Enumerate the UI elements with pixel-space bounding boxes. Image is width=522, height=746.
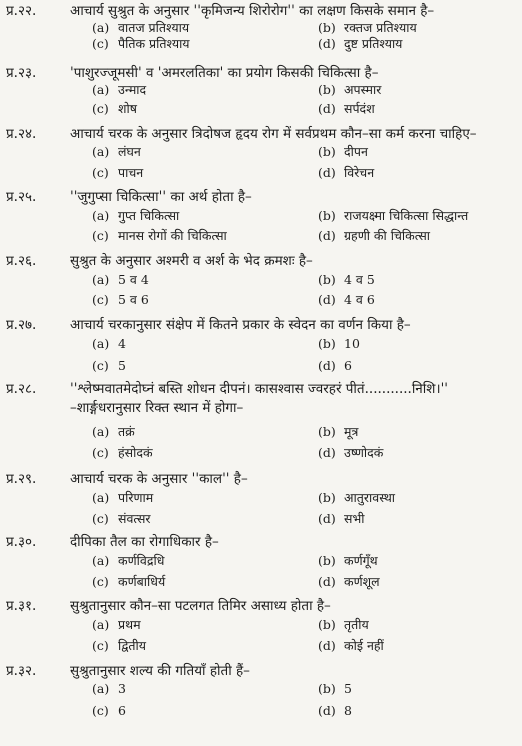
- answer-option: [92, 82, 146, 98]
- option-text: वातज प्रतिश्याय: [118, 20, 190, 35]
- option-text: 5 व 6: [118, 292, 149, 307]
- option-label: (a): [92, 20, 110, 35]
- answer-option: [92, 144, 141, 160]
- option-label: (b): [318, 208, 336, 223]
- question-number: प्र.३०.: [6, 534, 37, 550]
- option-label: (d): [318, 101, 336, 116]
- answer-option: [318, 272, 375, 288]
- answer-option: [92, 20, 189, 36]
- answer-option: [92, 638, 146, 654]
- option-text: 6: [118, 703, 126, 718]
- option-label: (d): [318, 703, 336, 718]
- option-label: (d): [318, 36, 336, 51]
- option-text: 5 व 4: [118, 272, 149, 287]
- question-number: प्र.२५.: [6, 189, 37, 205]
- option-label: (a): [92, 617, 110, 632]
- option-text: मूत्र: [344, 424, 359, 439]
- option-text: तृतीय: [344, 617, 369, 632]
- answer-option: [92, 424, 135, 440]
- option-label: (a): [92, 424, 110, 439]
- option-label: (c): [92, 511, 109, 526]
- option-label: (c): [92, 638, 109, 653]
- question-text: सुश्रुत के अनुसार अश्मरी व अर्श के भेद क्रमशः है–: [70, 253, 313, 269]
- answer-option: [318, 681, 352, 697]
- option-text: शोष: [118, 101, 137, 116]
- option-label: (d): [318, 511, 336, 526]
- option-label: (b): [318, 490, 336, 505]
- option-text: पाचन: [118, 165, 144, 180]
- option-label: (d): [318, 165, 336, 180]
- option-text: सर्पदंश: [344, 101, 375, 116]
- option-label: (b): [318, 553, 336, 568]
- option-text: पैतिक प्रतिश्याय: [118, 36, 190, 51]
- option-text: रक्तज प्रतिश्याय: [344, 20, 417, 35]
- option-label: (a): [92, 272, 110, 287]
- answer-option: [92, 490, 153, 506]
- answer-option: [92, 703, 126, 719]
- option-label: (d): [318, 228, 336, 243]
- option-text: 5: [118, 358, 126, 373]
- option-text: आतुरावस्था: [344, 490, 396, 505]
- option-label: (a): [92, 553, 110, 568]
- option-label: (c): [92, 101, 109, 116]
- option-label: (a): [92, 336, 110, 351]
- question-text: सुश्रुतानुसार कौन–सा पटलगत तिमिर असाध्य होता है–: [70, 598, 331, 614]
- option-label: (b): [318, 272, 336, 287]
- option-label: (a): [92, 208, 110, 223]
- option-label: (a): [92, 144, 110, 159]
- answer-option: [318, 445, 383, 461]
- option-label: (c): [92, 445, 109, 460]
- option-label: (c): [92, 292, 109, 307]
- answer-option: [318, 208, 468, 224]
- answer-option: [318, 638, 384, 654]
- option-text: दीपन: [344, 144, 368, 159]
- answer-option: [318, 358, 352, 374]
- option-text: कोई नहीं: [344, 638, 384, 653]
- answer-option: [318, 574, 380, 590]
- answer-option: [318, 424, 358, 440]
- question-number: प्र.२९.: [6, 471, 37, 487]
- option-text: हंसोदकं: [118, 445, 153, 460]
- answer-option: [92, 681, 126, 697]
- option-text: 6: [344, 358, 352, 373]
- option-text: कर्णविद्रधि: [118, 553, 165, 568]
- answer-option: [92, 272, 149, 288]
- answer-option: [318, 144, 368, 160]
- option-text: अपस्मार: [344, 82, 382, 97]
- option-label: (a): [92, 490, 110, 505]
- answer-option: [92, 617, 141, 633]
- answer-option: [318, 228, 430, 244]
- answer-option: [92, 228, 227, 244]
- question-number: प्र.२६.: [6, 253, 37, 269]
- question-text: ''श्लेष्मवातमेदोघ्नं बस्ति शोधन दीपनं। कासश्वास ज्वरहरं पीतं...........निशि।'': [70, 381, 449, 397]
- option-text: कर्णशूल: [344, 574, 380, 589]
- option-label: (c): [92, 703, 109, 718]
- option-text: 10: [344, 336, 360, 351]
- option-text: राजयक्ष्मा चिकित्सा सिद्धान्त: [344, 208, 469, 223]
- answer-option: [318, 703, 352, 719]
- option-text: गुप्त चिकित्सा: [118, 208, 180, 223]
- option-text: 4 व 5: [344, 272, 375, 287]
- answer-option: [92, 101, 137, 117]
- answer-option: [318, 36, 402, 52]
- answer-option: [318, 553, 378, 569]
- answer-option: [92, 553, 164, 569]
- question-text: आचार्य सुश्रुत के अनुसार ''कृमिजन्य शिरोरोग'' का लक्षण किसके समान है–: [70, 3, 435, 19]
- question-number: प्र.२७.: [6, 317, 37, 333]
- question-text: ''जुगुप्सा चिकित्सा'' का अर्थ होता है–: [70, 189, 252, 205]
- option-text: ग्रहणी की चिकित्सा: [344, 228, 431, 243]
- option-text: विरेचन: [344, 165, 375, 180]
- option-label: (b): [318, 424, 336, 439]
- answer-option: [318, 292, 375, 308]
- option-text: परिणाम: [118, 490, 154, 505]
- answer-option: [92, 292, 149, 308]
- option-text: 4 व 6: [344, 292, 375, 307]
- option-label: (c): [92, 228, 109, 243]
- option-label: (c): [92, 165, 109, 180]
- answer-option: [92, 165, 143, 181]
- option-label: (b): [318, 617, 336, 632]
- option-label: (b): [318, 20, 336, 35]
- option-text: तक्रं: [118, 424, 135, 439]
- option-text: सभी: [344, 511, 365, 526]
- option-text: 4: [118, 336, 126, 351]
- question-text: आचार्य चरकानुसार संक्षेप में कितने प्रकार के स्वेदन का वर्णन किया है–: [70, 317, 411, 333]
- question-text-continuation: –शार्ङ्गधरानुसार रिक्त स्थान में होगा–: [70, 400, 244, 416]
- answer-option: [92, 445, 153, 461]
- option-label: (d): [318, 445, 336, 460]
- option-label: (b): [318, 144, 336, 159]
- option-label: (d): [318, 638, 336, 653]
- option-label: (b): [318, 336, 336, 351]
- option-text: उष्णोदकं: [344, 445, 384, 460]
- option-label: (d): [318, 358, 336, 373]
- question-number: प्र.३१.: [6, 598, 37, 614]
- option-text: कर्णगूँथ: [344, 553, 378, 568]
- answer-option: [318, 165, 374, 181]
- answer-option: [318, 617, 369, 633]
- option-text: संवत्सर: [118, 511, 151, 526]
- option-text: 3: [118, 681, 126, 696]
- answer-option: [92, 574, 165, 590]
- option-label: (d): [318, 574, 336, 589]
- option-text: मानस रोगों की चिकित्सा: [118, 228, 227, 243]
- option-text: लंघन: [118, 144, 141, 159]
- question-text: सुश्रुतानुसार शल्य की गतियाँ होती हैं–: [70, 663, 250, 679]
- answer-option: [92, 336, 126, 352]
- option-label: (a): [92, 681, 110, 696]
- question-number: प्र.२२.: [6, 3, 37, 19]
- answer-option: [318, 82, 381, 98]
- option-text: उन्माद: [118, 82, 147, 97]
- option-text: दुष्ट प्रतिश्याय: [344, 36, 403, 51]
- option-text: प्रथम: [118, 617, 141, 632]
- option-label: (c): [92, 36, 109, 51]
- option-text: द्वितीय: [118, 638, 147, 653]
- option-label: (b): [318, 82, 336, 97]
- option-text: 5: [344, 681, 352, 696]
- question-number: प्र.२४.: [6, 126, 37, 142]
- option-text: कर्णबाधिर्य: [118, 574, 166, 589]
- answer-option: [318, 20, 417, 36]
- answer-option: [318, 490, 395, 506]
- question-text: दीपिका तैल का रोगाधिकार है–: [70, 534, 219, 550]
- option-label: (c): [92, 358, 109, 373]
- answer-option: [318, 336, 360, 352]
- option-text: 8: [344, 703, 352, 718]
- option-label: (a): [92, 82, 110, 97]
- question-text: आचार्य चरक के अनुसार ''काल'' है–: [70, 471, 248, 487]
- answer-option: [92, 511, 151, 527]
- question-text: 'पाशुरज्जूमसी' व 'अमरलतिका' का प्रयोग किसकी चिकित्सा है–: [70, 65, 379, 81]
- option-label: (b): [318, 681, 336, 696]
- answer-option: [92, 36, 190, 52]
- option-label: (c): [92, 574, 109, 589]
- answer-option: [92, 208, 179, 224]
- option-label: (d): [318, 292, 336, 307]
- question-number: प्र.३२.: [6, 663, 37, 679]
- answer-option: [318, 101, 375, 117]
- question-number: प्र.२८.: [6, 381, 37, 397]
- answer-option: [318, 511, 364, 527]
- question-number: प्र.२३.: [6, 65, 37, 81]
- question-text: आचार्य चरक के अनुसार त्रिदोषज हृदय रोग में सर्वप्रथम कौन–सा कर्म करना चाहिए–: [70, 126, 477, 142]
- answer-option: [92, 358, 126, 374]
